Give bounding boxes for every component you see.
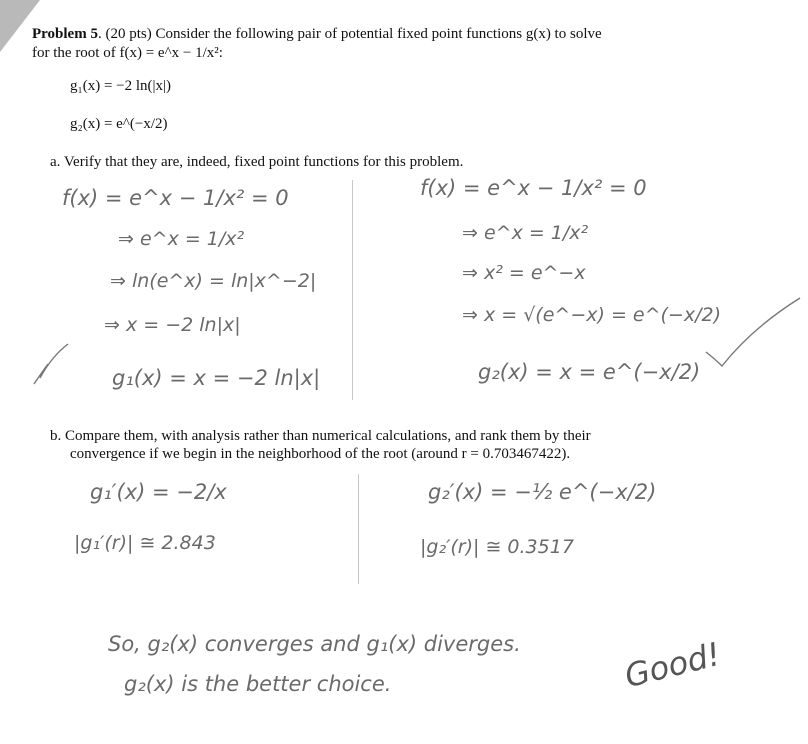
left-step-2: ⇒ e^x = 1/x² [118, 228, 245, 250]
left-step-3: ⇒ ln(e^x) = ln|x^−2| [110, 270, 317, 292]
left-step-4: ⇒ x = −2 ln|x| [104, 314, 241, 336]
part-a-prompt: a. Verify that they are, indeed, fixed point functions for this problem. [50, 154, 464, 170]
right-step-4: ⇒ x = √(e^−x) = e^(−x/2) [462, 304, 721, 326]
g1-derivative-value: |g₁′(r)| ≅ 2.843 [74, 532, 216, 554]
g2-derivative-value: |g₂′(r)| ≅ 0.3517 [420, 536, 574, 558]
g1-derivative: g₁′(x) = −2/x [90, 480, 227, 504]
g2-derivative: g₂′(x) = −½ e^(−x/2) [428, 480, 657, 504]
problem-points: (20 pts) [105, 26, 152, 42]
conclusion-line-2: g₂(x) is the better choice. [124, 672, 392, 696]
right-step-5: g₂(x) = x = e^(−x/2) [478, 360, 701, 384]
part-b-prompt-2: convergence if we begin in the neighborhood of the root (around r = 0.703467422). [70, 446, 571, 462]
right-step-3: ⇒ x² = e^−x [462, 262, 586, 284]
left-step-1: f(x) = e^x − 1/x² = 0 [62, 186, 289, 210]
checkmark-right-icon [706, 298, 800, 366]
right-step-1: f(x) = e^x − 1/x² = 0 [420, 176, 647, 200]
g2-definition: g₂(x) = e^(−x/2) [70, 116, 168, 132]
right-step-2: ⇒ e^x = 1/x² [462, 222, 589, 244]
problem-heading: Problem 5 [32, 26, 98, 42]
checkmark-left-icon [34, 344, 68, 384]
conclusion-line-1: So, g₂(x) converges and g₁(x) diverges. [108, 632, 521, 656]
g1-definition: g₁(x) = −2 ln(|x|) [70, 78, 172, 94]
part-b-prompt-1: b. Compare them, with analysis rather than numerical calculations, and rank them by their [50, 428, 591, 444]
problem-line-2: for the root of f(x) = e^x − 1/x²: [32, 45, 223, 61]
left-step-5: g₁(x) = x = −2 ln|x| [112, 366, 321, 390]
problem-text-1: Consider the following pair of potential fixed point functions g(x) to solve [155, 26, 602, 42]
grader-note: Good! [620, 634, 725, 696]
problem-line-1: Problem 5. (20 pts) Consider the following pair of potential fixed point functions g(x) to solve [32, 26, 602, 42]
